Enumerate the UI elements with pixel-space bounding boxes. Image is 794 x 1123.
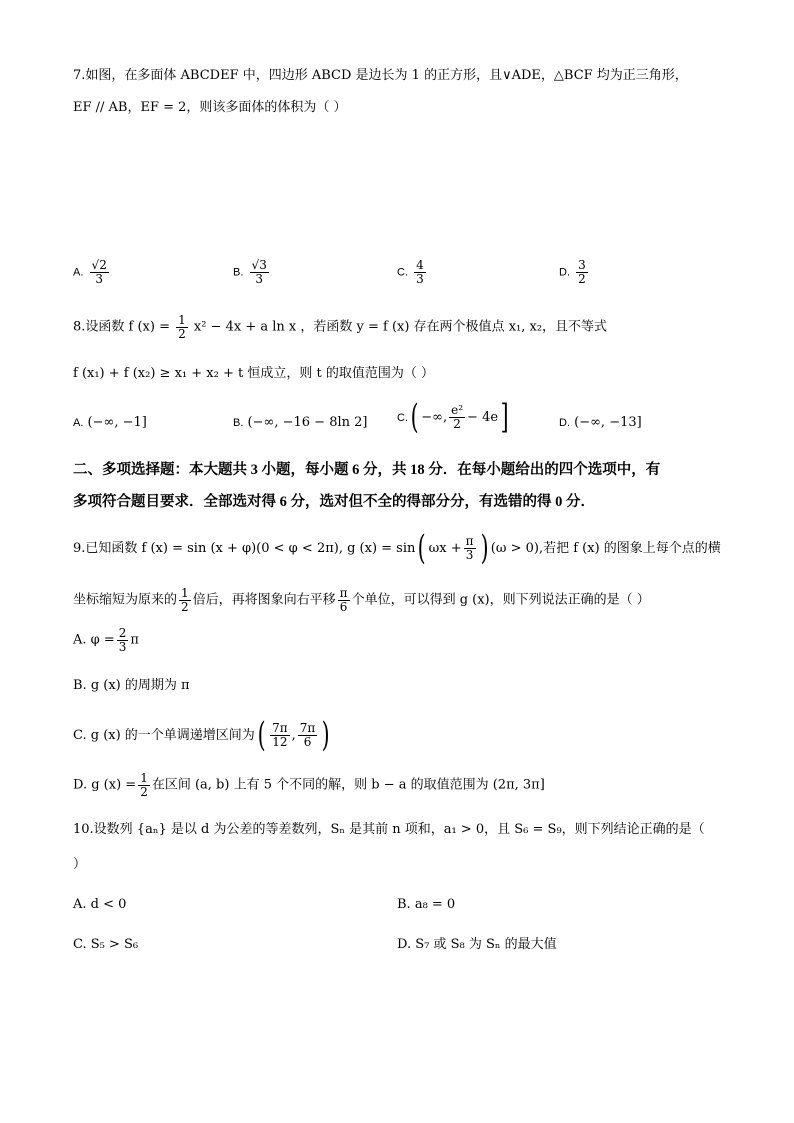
q9-line2: 坐标缩短为原来的 $\frac{1}{2}$ 倍后，再将图象向右平移 $\frac{\pi}{6}$ 个单位，可以得到 g (x)，则下列说法正确的是（ ） [73,586,650,614]
fraction: $\frac{\pi}{6}$ [339,586,348,614]
q10-option-b: B. a₈ = 0 [397,897,456,912]
q9-option-d: D. g (x) = $\frac{1}{2}$ 在区间 (a, b) 上有 5 个不同的解，则 b − a 的取值范围为 (2π, 3π] [73,771,545,799]
fraction: $\frac{\pi}{3}$ [465,534,474,562]
fraction: $\frac{7\pi}{12}$ [272,721,288,749]
option-label: B. [233,266,244,279]
q7-option-c [397,259,428,285]
fraction: $\frac{√2}{3}$ [91,258,107,286]
q9-option-c: C. g (x) 的一个单调递增区间为( $\frac{7\pi}{12}$ , $\frac{7\pi}{6}$ ) [73,715,330,755]
fraction: $\frac{7\pi}{6}$ [299,721,316,749]
q10-option-c: C. S₅ > S₆ [73,937,139,952]
q10-line1: 10.设数列 {aₙ} 是以 d 为公差的等差数列，Sₙ 是其前 n 项和，a₁ > 0，且 S₆ = S₉，则下列结论正确的是（ [73,822,705,837]
q8-option-d: D. (−∞, −13] [559,415,642,430]
q8-option-b: B. (−∞, −16 − 8ln 2] [233,415,368,430]
fraction: $\frac{3}{2}$ [578,258,586,286]
q7-option-a [73,259,111,285]
fraction: $\frac{√3}{3}$ [251,258,267,286]
q10-option-a: A. d < 0 [73,897,127,912]
q8-line2: f (x₁) + f (x₂) ≥ x₁ + x₂ + t 恒成立，则 t 的取值范围为（ ） [73,366,434,381]
option-label: D. [559,266,570,279]
fraction: $\frac{\text{e²}}{2}$ [451,403,464,431]
q10-line2: ） [73,857,87,872]
q7-option-d [559,259,590,285]
fraction: $\frac{1}{2}$ [140,771,148,799]
section2-line1: 二、多项选择题：本大题共 3 小题，每小题 6 分，共 18 分．在每小题给出的四个选项中，有 [73,462,661,478]
q9-option-b: B. g (x) 的周期为 π [73,678,190,693]
fraction: $\frac{1}{2}$ [178,313,186,341]
option-label: C. [397,266,408,279]
fraction: $\frac{1}{2}$ [181,586,189,614]
fraction: $\frac{2}{3}$ [118,626,127,654]
option-label: A. [73,266,84,279]
q7-line1: 7.如图，在多面体 ABCDEF 中，四边形 ABCD 是边长为 1 的正方形，且∨ADE，△BCF 均为正三角形， [73,68,688,83]
section2-line2: 多项符合题目要求．全部选对得 6 分，选对但不全的得部分分，有选错的得 0 分． [73,494,595,510]
q10-option-d: D. S₇ 或 S₈ 为 Sₙ 的最大值 [397,937,557,952]
q8-option-c: C.( −∞, $\frac{\text{e²}}{2}$ − 4e] [397,397,509,437]
q8-line1: 8.设函数 f (x) = $\frac{1}{2}$ x² − 4x + a ln x ，若函数 y = f (x) 存在两个极值点 x₁, x₂，且不等式 [73,313,608,341]
q7-line2: EF // AB，EF = 2，则该多面体的体积为（ ） [73,100,347,115]
q9-line1: 9.已知函数 f (x) = sin (x + φ)(0 < φ < 2π), g (x) = sin( ωx + $\frac{\pi}{3}$ ) (ω > 0),若把 f (x) 的图象上每个点的横 [73,528,721,568]
fraction: $\frac{4}{3}$ [416,258,424,286]
q7-option-b [233,259,271,285]
q8-option-a: A. (−∞, −1] [73,415,147,430]
q9-option-a: A. φ = $\frac{2}{3}$ π [73,626,139,654]
